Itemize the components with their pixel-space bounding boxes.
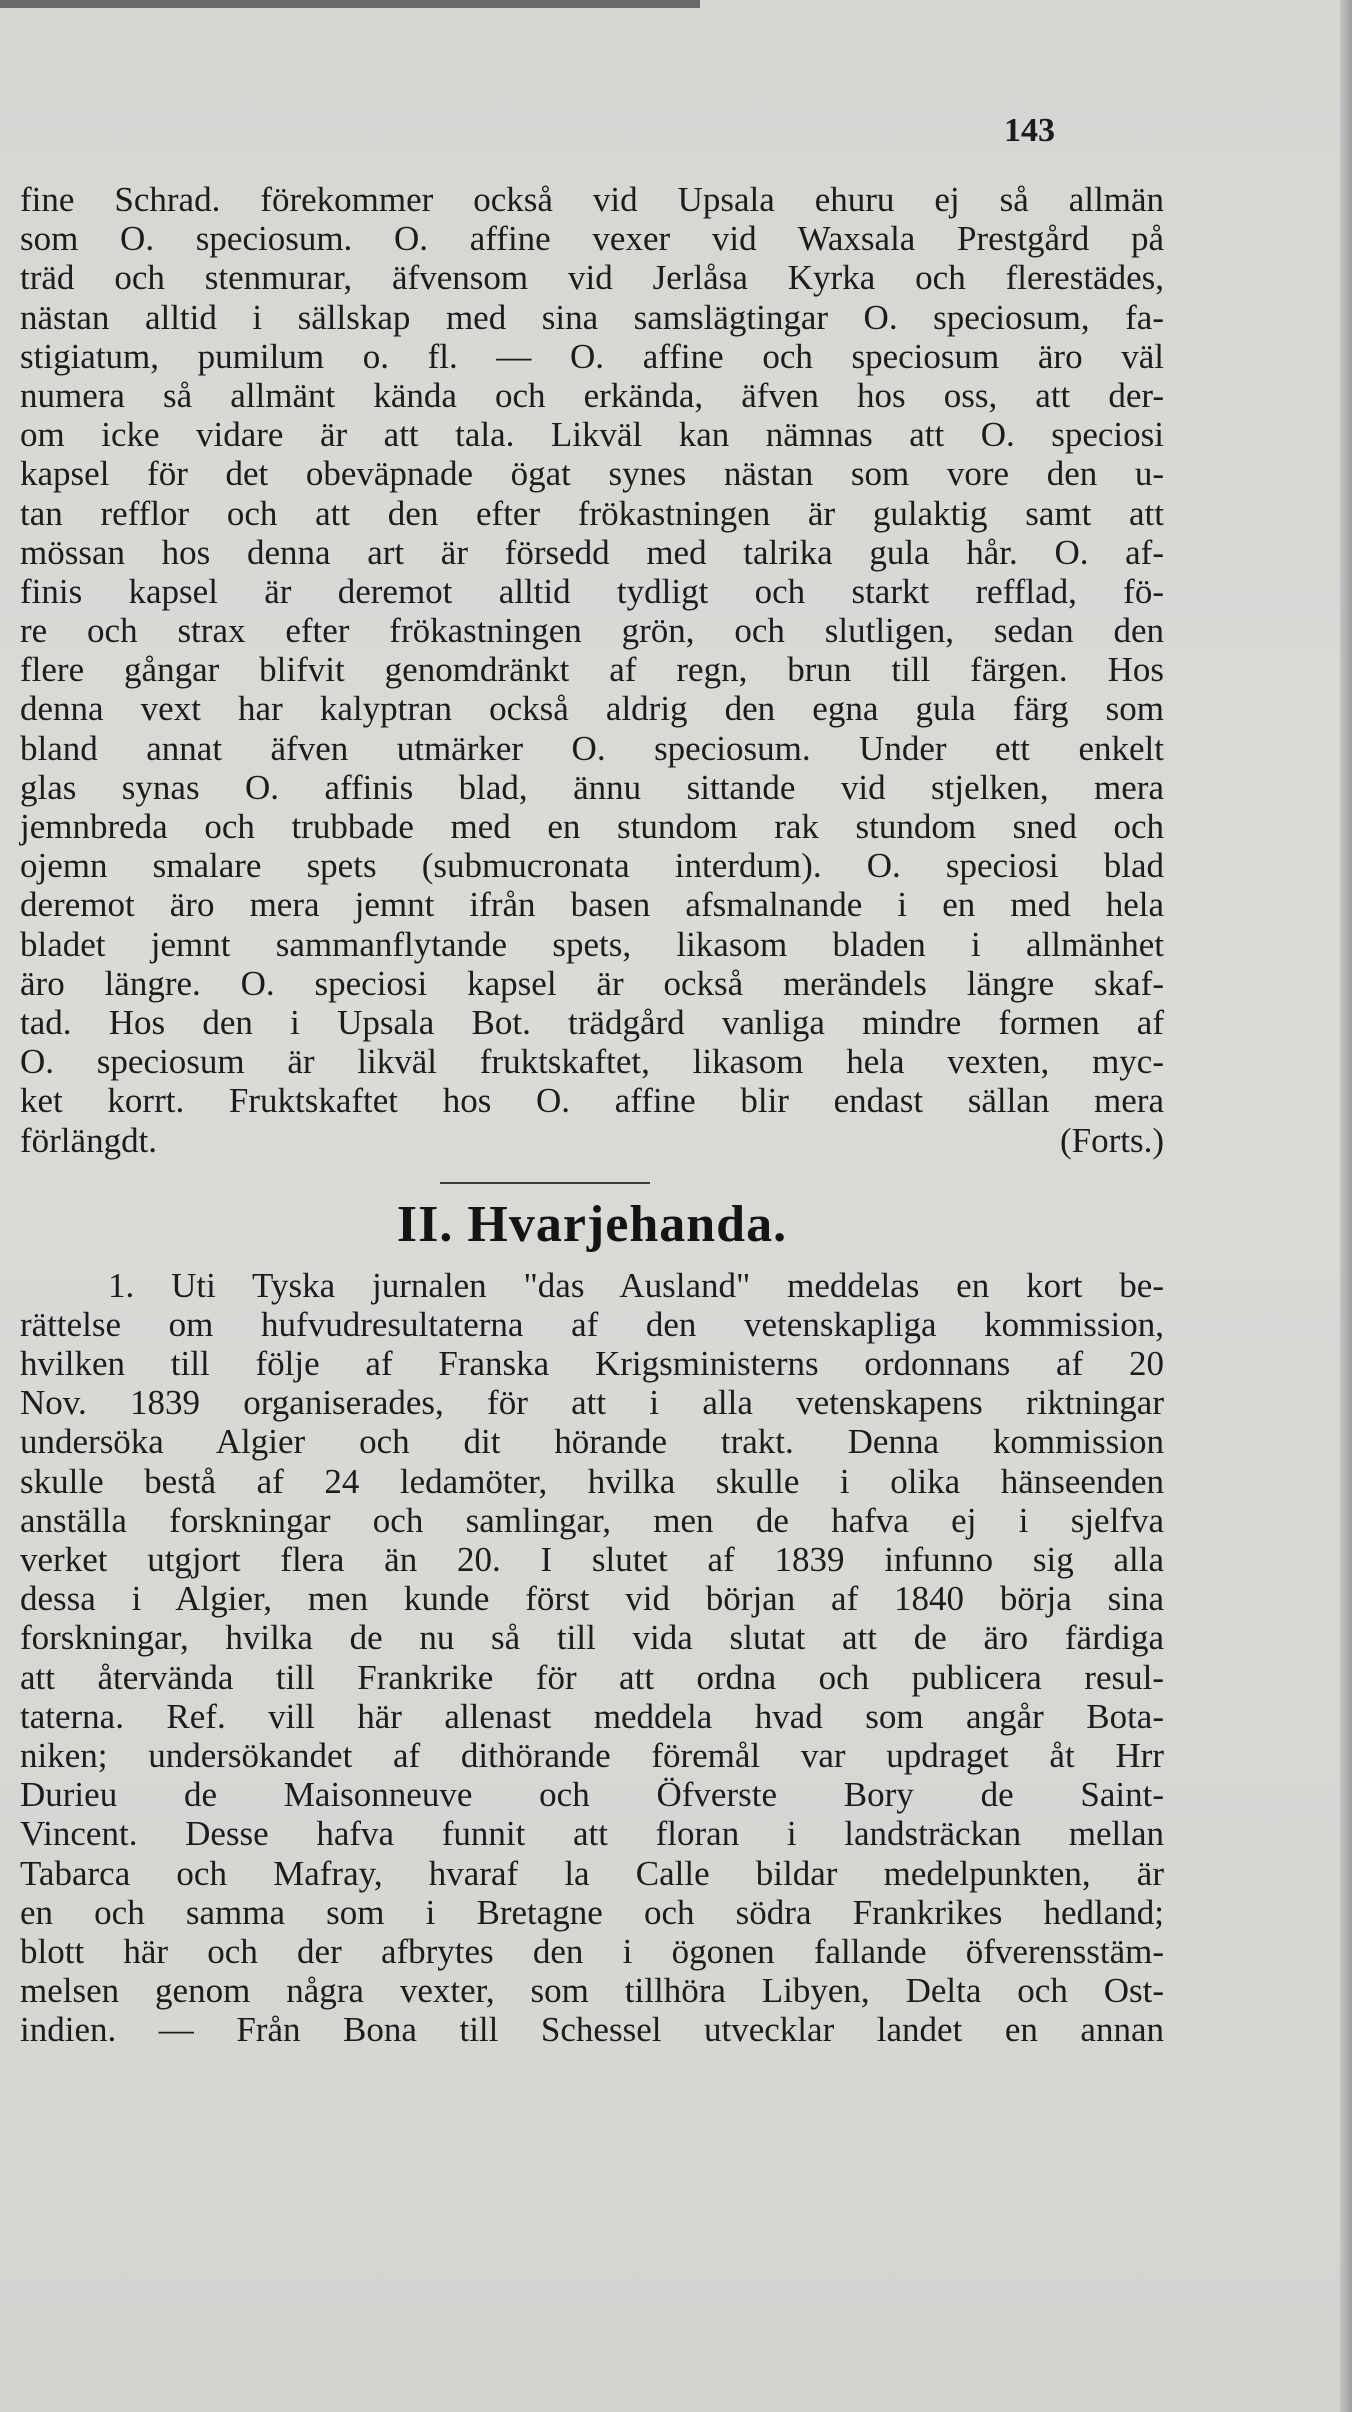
text-block — [20, 180, 1164, 2049]
article-continuation — [20, 180, 1164, 1121]
continued-note: (Forts.) — [1059, 1120, 1164, 1160]
text-line: bladet jemnt sammanflytande spets, likasom bladen i allmänhet — [20, 924, 1164, 964]
text-line: O. speciosum är likväl fruktskaftet, likasom hela vexten, myc- — [20, 1042, 1164, 1082]
text-line: mössan hos denna art är försedd med talrika gula hår. O. af- — [20, 532, 1164, 572]
scan-top-edge — [0, 0, 700, 8]
text-line: finis kapsel är deremot alltid tydligt och starkt refflad, fö- — [20, 571, 1164, 611]
text-line: denna vext har kalyptran också aldrig den egna gula färg som — [20, 689, 1164, 729]
text-line: glas synas O. affinis blad, ännu sittande vid stjelken, mera — [20, 767, 1164, 807]
closing-word: förlängdt. — [20, 1120, 158, 1160]
text-line: anställa forskningar och samlingar, men de hafva ej i sjelfva — [20, 1500, 1164, 1540]
text-line: nästan alltid i sällskap med sina samslägtingar O. speciosum, fa- — [20, 297, 1164, 337]
text-line: äro längre. O. speciosi kapsel är också merändels längre skaf- — [20, 963, 1164, 1003]
text-line: bland annat äfven utmärker O. speciosum. Under ett enkelt — [20, 728, 1164, 768]
text-line: taterna. Ref. vill här allenast meddela hvad som angår Bota- — [20, 1696, 1164, 1736]
text-line: verket utgjort flera än 20. I slutet af 1839 infunno sig alla — [20, 1540, 1164, 1579]
text-line: ojemn smalare spets (submucronata interdum). O. speciosi blad — [20, 846, 1164, 886]
section-heading: II. Hvarjehanda. — [396, 1195, 788, 1253]
text-line: indien. — Från Bona till Schessel utvecklar landet en annan — [20, 2010, 1164, 2050]
text-line: Durieu de Maisonneuve och Öfverste Bory de Saint- — [20, 1775, 1164, 1815]
text-line: stigiatum, pumilum o. fl. — O. affine och speciosum äro väl — [20, 336, 1164, 376]
text-line: kapsel för det obeväpnade ögat synes nästan som vore den u- — [20, 454, 1164, 494]
text-line: träd och stenmurar, äfvensom vid Jerlåsa Kyrka och flerestädes, — [20, 258, 1164, 298]
text-line: niken; undersökandet af dithörande föremål var updraget åt Hrr — [20, 1735, 1164, 1775]
text-line: ket korrt. Fruktskaftet hos O. affine blir endast sällan mera — [20, 1081, 1164, 1121]
text-line: en och samma som i Bretagne och södra Frankrikes hedland; — [20, 1892, 1164, 1932]
text-line: Vincent. Desse hafva funnit att floran i landsträckan mellan — [20, 1814, 1164, 1854]
text-line: Tabarca och Mafray, hvaraf la Calle bildar medelpunkten, är — [20, 1853, 1164, 1893]
text-line: deremot äro mera jemnt ifrån basen afsmalnande i en med hela — [20, 885, 1164, 925]
text-line: dessa i Algier, men kunde först vid början af 1840 börja sina — [20, 1579, 1164, 1619]
page-number: 143 — [1004, 112, 1055, 149]
text-line: som O. speciosum. O. affine vexer vid Waxsala Prestgård på — [20, 219, 1164, 259]
text-line: melsen genom några vexter, som tillhöra Libyen, Delta och Ost- — [20, 1971, 1164, 2011]
text-line: numera så allmänt kända och erkända, äfven hos oss, att der- — [20, 375, 1164, 415]
text-line: fine Schrad. förekommer också vid Upsala ehuru ej så allmän — [20, 180, 1164, 219]
text-line: att återvända till Frankrike för att ordna och publicera resul- — [20, 1657, 1164, 1697]
text-line: tad. Hos den i Upsala Bot. trädgård vanliga mindre formen af — [20, 1002, 1164, 1042]
text-line: 1. Uti Tyska jurnalen "das Ausland" meddelas en kort be- — [108, 1265, 1164, 1305]
scan-right-edge — [1340, 0, 1352, 2412]
text-line: Nov. 1839 organiserades, för att i alla vetenskapens riktningar — [20, 1383, 1164, 1423]
text-line: hvilken till följe af Franska Krigsministerns ordonnans af 20 — [20, 1344, 1164, 1384]
text-line: re och strax efter frökastningen grön, och slutligen, sedan den — [20, 611, 1164, 651]
text-line: om icke vidare är att tala. Likväl kan nämnas att O. speciosi — [20, 415, 1164, 455]
section-divider — [440, 1182, 650, 1184]
text-line: rättelse om hufvudresultaterna af den vetenskapliga kommission, — [20, 1304, 1164, 1344]
text-line: flere gångar blifvit genomdränkt af regn, brun till färgen. Hos — [20, 650, 1164, 690]
text-line: forskningar, hvilka de nu så till vida slutat att de äro färdiga — [20, 1618, 1164, 1658]
text-line: skulle bestå af 24 ledamöter, hvilka skulle i olika hänseenden — [20, 1461, 1164, 1501]
text-line: tan refflor och att den efter frökastningen är gulaktig samt att — [20, 493, 1164, 533]
news-item — [20, 1266, 1164, 2050]
text-line: blott här och der afbrytes den i ögonen fallande öfverensstäm- — [20, 1931, 1164, 1971]
text-line: undersöka Algier och dit hörande trakt. Denna kommission — [20, 1422, 1164, 1462]
text-line: jemnbreda och trubbade med en stundom rak stundom sned och — [20, 807, 1164, 846]
article-closing-line — [20, 1121, 1164, 1160]
